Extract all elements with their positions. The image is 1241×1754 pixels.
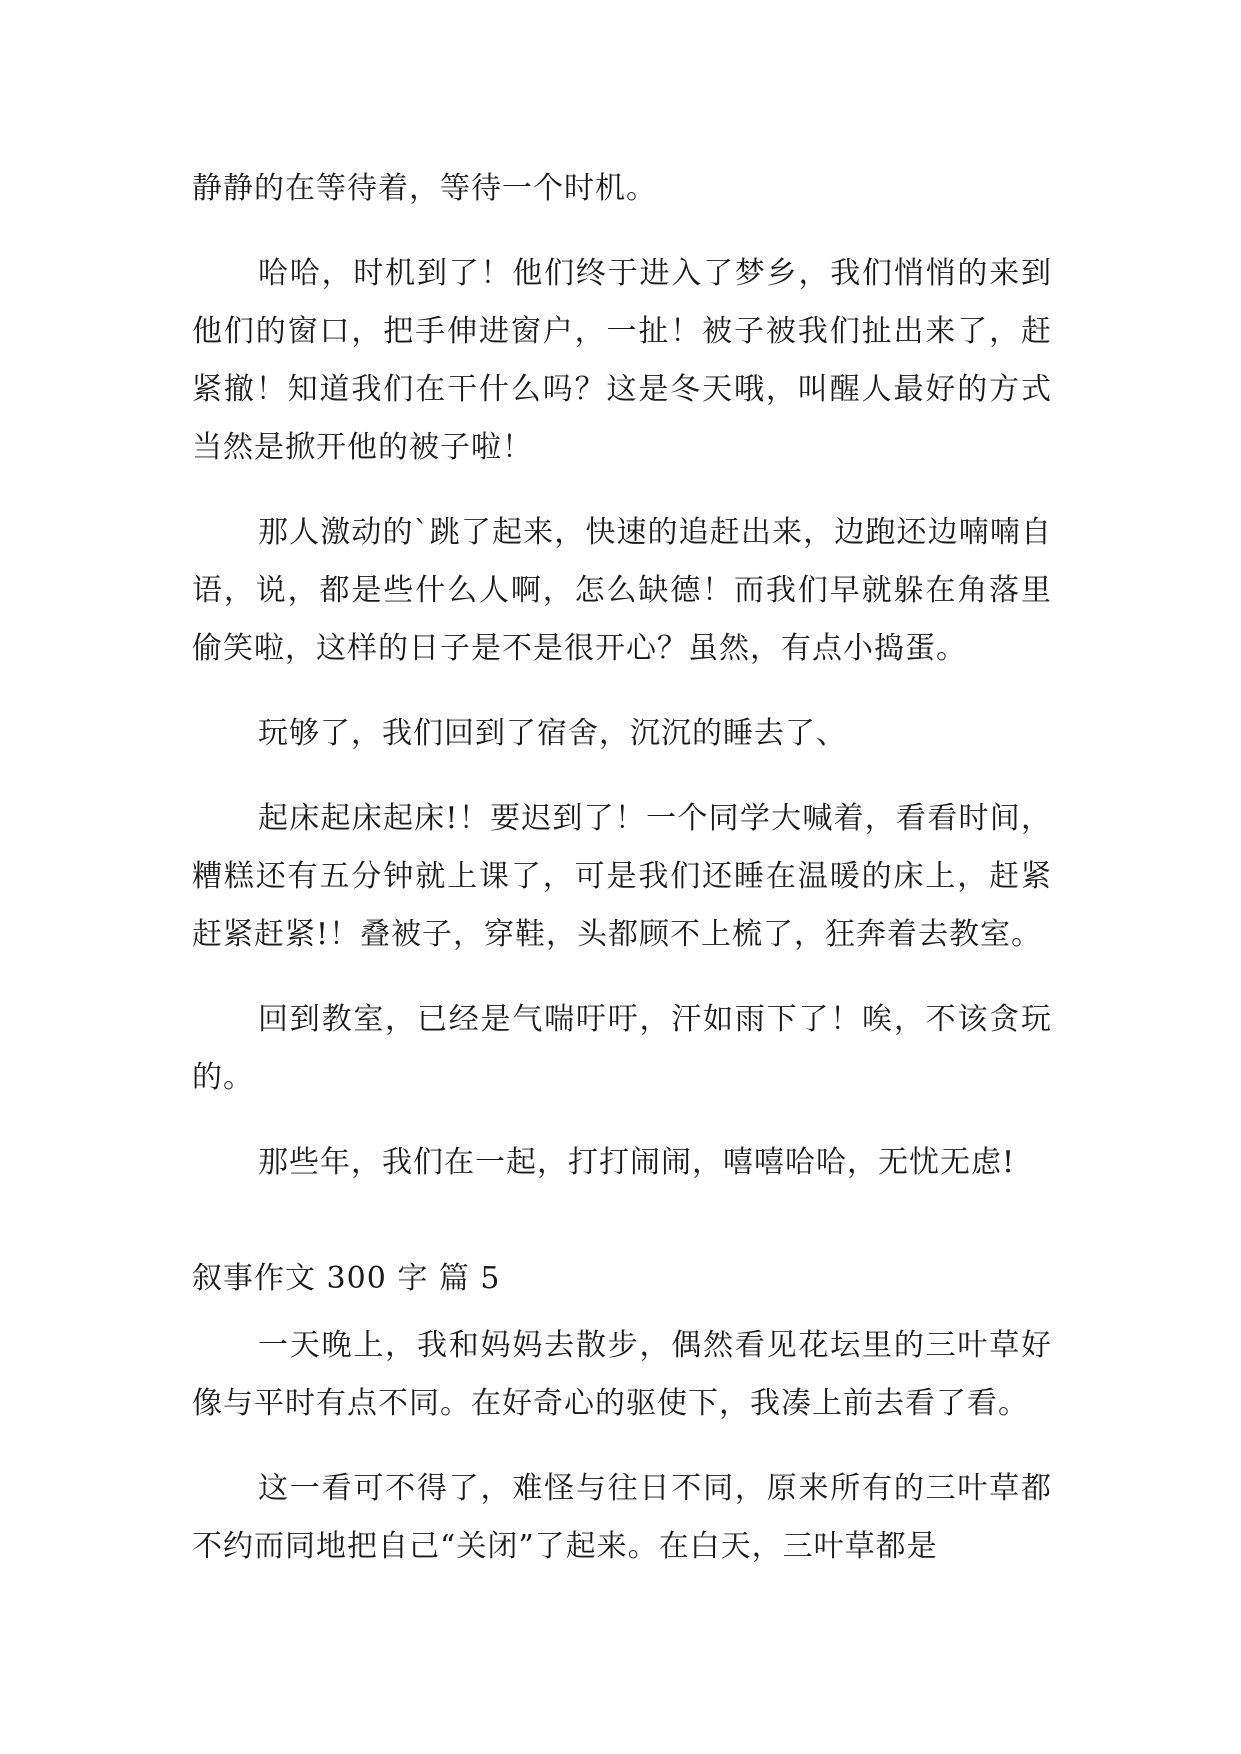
paragraph-2: 哈哈，时机到了！他们终于进入了梦乡，我们悄悄的来到他们的窗口，把手伸进窗户，一扯！被子被我们扯出来了，赶紧撤！知道我们在干什么吗？这是冬天哦，叫醒人最好的方式当然是掀开他的被子啦！: [192, 256, 1052, 465]
section-heading: 叙事作文 300 字 篇 5: [192, 1261, 501, 1296]
paragraph-8: 一天晚上，我和妈妈去散步，偶然看见花坛里的三叶草好像与平时有点不同。在好奇心的驱使下，我凑上前去看了看。: [192, 1328, 1052, 1421]
paragraph-5: 起床起床起床!！要迟到了！一个同学大喊着，看看时间，糟糕还有五分钟就上课了，可是我们还睡在温暖的床上，赶紧赶紧赶紧!！叠被子，穿鞋，头都顾不上梳了，狂奔着去教室。: [192, 801, 1052, 952]
paragraph-1: 静静的在等待着，等待一个时机。: [192, 171, 657, 206]
paragraph-3: 那人激动的`跳了起来，快速的追赶出来，边跑还边喃喃自语，说，都是些什么人啊，怎么缺德！而我们早就躲在角落里偷笑啦，这样的日子是不是很开心？虽然，有点小捣蛋。: [192, 515, 1052, 666]
paragraph-4: 玩够了，我们回到了宿舍，沉沉的睡去了、: [258, 716, 847, 751]
document-body: [192, 160, 1052, 1603]
paragraph-7: 那些年，我们在一起，打打闹闹，嘻嘻哈哈，无忧无虑!: [258, 1145, 1016, 1180]
paragraph-6: 回到教室，已经是气喘吁吁，汗如雨下了！唉，不该贪玩的。: [192, 1002, 1052, 1095]
paragraph-9: 这一看可不得了，难怪与往日不同，原来所有的三叶草都不约而同地把自己“关闭”了起来。在白天，三叶草都是: [192, 1471, 1052, 1564]
